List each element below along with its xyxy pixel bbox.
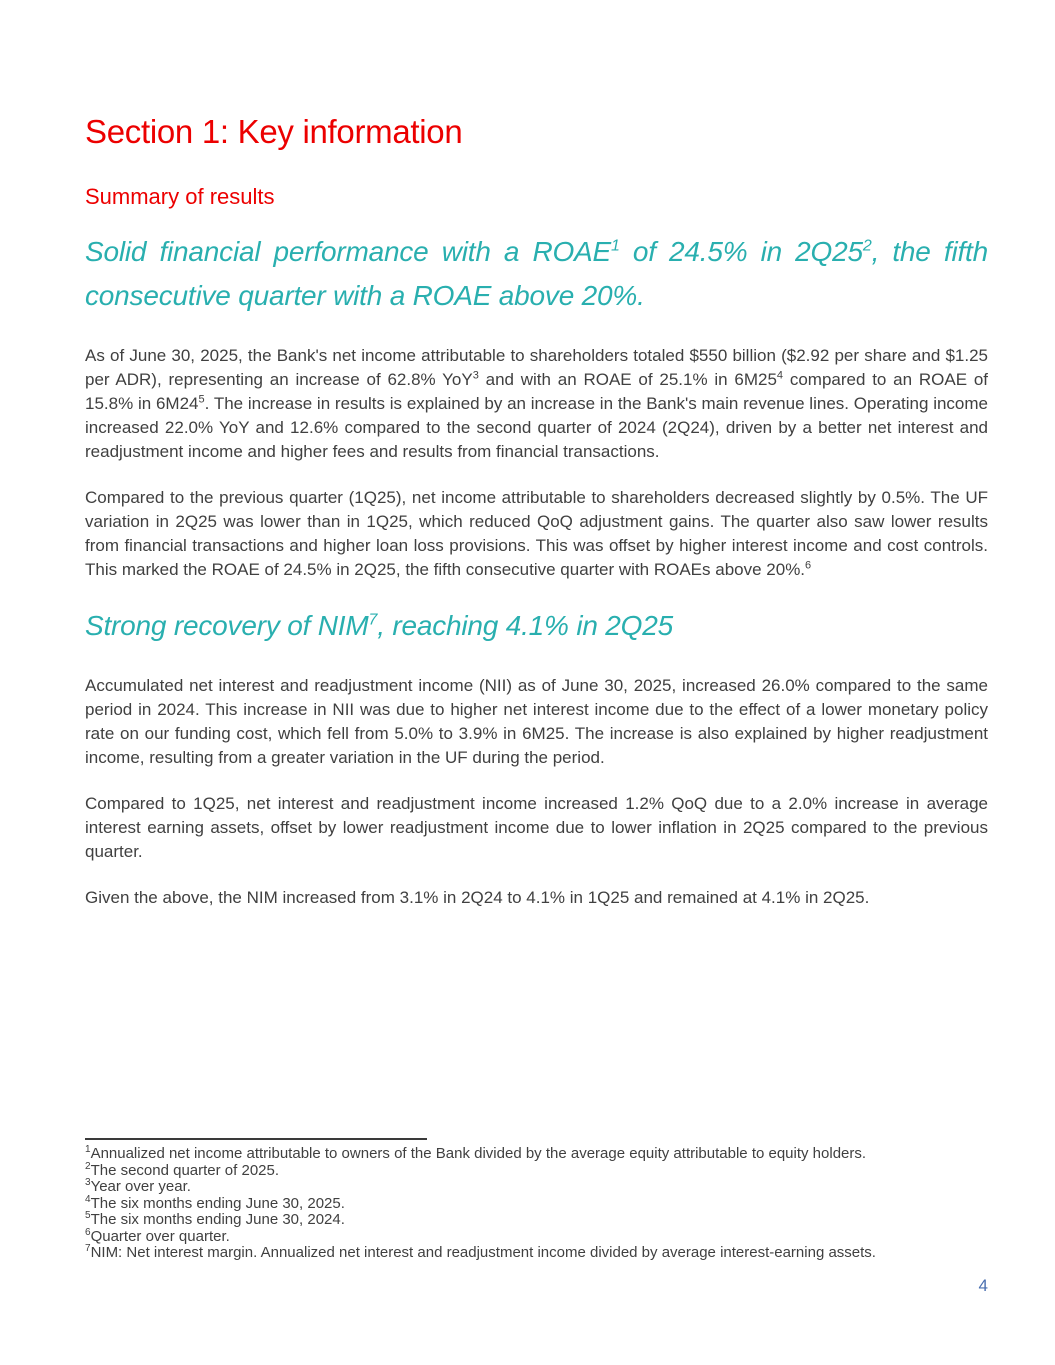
- footnotes-section: [85, 1138, 988, 1262]
- footnote-number: 6: [85, 1226, 91, 1238]
- footnote-ref-3: 3: [472, 369, 479, 382]
- footnote-ref-5: 5: [198, 393, 205, 406]
- footnote-4: [85, 1193, 988, 1213]
- headline-roae-text: , the fifth consecutive quarter with a ROAE above 20%.: [85, 236, 988, 311]
- footnote-ref-1: 1: [611, 237, 620, 255]
- footnote-number: 1: [85, 1144, 91, 1155]
- footnote-text: Year over year.: [90, 1178, 191, 1195]
- footnote-divider: [85, 1138, 427, 1140]
- footnote-number: 4: [85, 1193, 91, 1205]
- footnote-text: The second quarter of 2025.: [90, 1161, 280, 1179]
- footnote-2: [85, 1160, 988, 1180]
- paragraph-nii: [85, 674, 988, 770]
- paragraph-text: Compared to the previous quarter (1Q25), net income attributable to shareholders decreased slightly by 0.5%. The UF variation in 2Q25 was lower than in 1Q25, which reduced QoQ adjustment gains. The quarter also saw lower results from financial transactions and higher loan loss provisions. This was offset by higher interest income and cost controls. This marked the ROAE of 24.5% in 2Q25, the fifth consecutive quarter with ROAEs above 20%.: [85, 488, 988, 579]
- footnote-5: [85, 1212, 988, 1229]
- paragraph-text: and with an ROAE of 25.1% in 6M25: [478, 370, 777, 389]
- footnote-number: 2: [85, 1160, 91, 1172]
- paragraph-text: Compared to 1Q25, net interest and readjustment income increased 1.2% QoQ due to a 2.0% increase in average interest earning assets, offset by lower readjustment income due to lower inflation in 2Q25 compared to the previous quarter.: [85, 794, 988, 861]
- paragraph-nii-qoq: [85, 792, 988, 864]
- footnote-3: [85, 1179, 988, 1196]
- footnote-number: 3: [85, 1177, 91, 1188]
- footnote-ref-2: 2: [862, 237, 872, 255]
- paragraph-qoq: [85, 486, 988, 582]
- headline-nim-text: , reaching 4.1% in 2Q25: [377, 610, 673, 641]
- footnote-1: [85, 1146, 988, 1163]
- footnote-text: NIM: Net interest margin. Annualized net interest and readjustment income divided by average interest-earning assets.: [90, 1244, 876, 1261]
- footnote-number: 5: [85, 1210, 91, 1221]
- headline-roae-text: Solid financial performance with a ROAE: [85, 236, 612, 267]
- paragraph-text: Given the above, the NIM increased from 3.1% in 2Q24 to 4.1% in 1Q25 and remained at 4.1% in 2Q25.: [85, 888, 870, 907]
- footnote-ref-4: 4: [776, 369, 784, 382]
- paragraph-net-income: [85, 344, 988, 464]
- footnote-text: Quarter over quarter.: [90, 1227, 230, 1245]
- footnote-text: The six months ending June 30, 2025.: [90, 1194, 345, 1212]
- headline-nim: [85, 604, 988, 648]
- paragraph-text: . The increase in results is explained by an increase in the Bank's main revenue lines. Operating income increased 22.0% YoY and 12.6% compared to the second quarter of 2024 (2Q24), driven by a better net interest and readjustment income and higher fees and results from financial transactions.: [85, 394, 989, 461]
- footnote-text: Annualized net income attributable to owners of the Bank divided by the average equity attributable to equity holders.: [90, 1145, 867, 1162]
- section-subtitle: Summary of results: [85, 184, 275, 209]
- paragraph-text: compared to an ROAE of 15.8% in 6M24: [85, 370, 988, 413]
- main-content: [85, 110, 988, 932]
- headline-roae: [85, 230, 988, 318]
- headline-roae-text: of 24.5% in 2Q25: [619, 236, 863, 267]
- section-title: Section 1: Key information: [85, 113, 463, 150]
- paragraph-nim-summary: [85, 886, 988, 910]
- footnote-ref-7: 7: [368, 611, 378, 629]
- headline-nim-text: Strong recovery of NIM: [85, 610, 369, 641]
- footnote-6: [85, 1226, 988, 1246]
- paragraph-text: Accumulated net interest and readjustment income (NII) as of June 30, 2025, increased 26.0% compared to the same period in 2024. This increase in NII was due to higher net interest income due to the effect of a lower monetary policy rate on our funding cost, which fell from 5.0% to 3.9% in 6M25. The increase is also explained by higher readjustment income, resulting from a greater variation in the UF during the period.: [85, 676, 988, 767]
- footnote-number: 7: [85, 1243, 91, 1254]
- footnote-ref-6: 6: [805, 559, 812, 572]
- footnote-text: The six months ending June 30, 2024.: [90, 1211, 345, 1228]
- paragraph-text: As of June 30, 2025, the Bank's net income attributable to shareholders totaled $550 billion ($2.92 per share and $1.25 per ADR), representing an increase of 62.8% YoY: [85, 346, 988, 389]
- page-number: 4: [978, 1276, 988, 1295]
- footnote-7: [85, 1245, 988, 1262]
